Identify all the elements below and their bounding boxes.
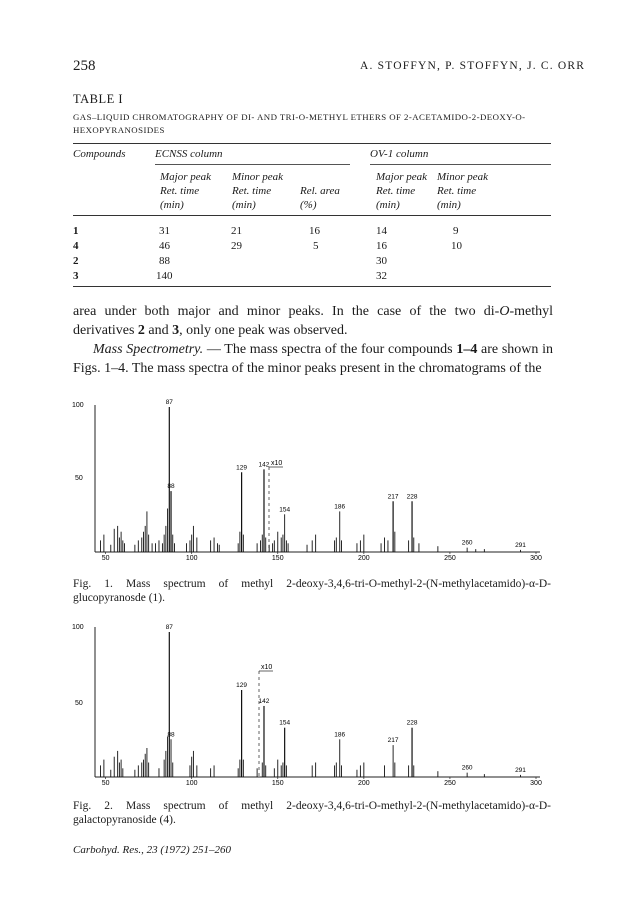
cell-rel-area: 16 — [309, 225, 320, 237]
cell-ecnss-major: 140 — [156, 270, 173, 282]
col-ecnss-header: ECNSS column — [155, 148, 223, 160]
ov-major-header — [376, 170, 427, 212]
table-row — [73, 270, 551, 285]
cell-ov-major: 16 — [376, 240, 387, 252]
x-tick-label-300: 300 — [530, 555, 542, 562]
cell-ov-minor: 9 — [453, 225, 459, 237]
y-tick-label-50: 50 — [75, 700, 83, 707]
cell-ov-major: 30 — [376, 255, 387, 267]
peak-label-88: 88 — [167, 731, 175, 739]
col-ov1-header: OV-1 column — [370, 148, 429, 160]
cell-ecnss-major: 88 — [159, 255, 170, 267]
multiplier-label: x10 — [261, 664, 273, 671]
section-heading-inline: Mass Spectrometry. — [93, 342, 204, 357]
peak-label-186: 186 — [334, 731, 346, 739]
cell-compound: 1 — [73, 225, 79, 237]
cell-compound: 2 — [73, 255, 79, 267]
peak-group — [100, 399, 526, 552]
page-number: 258 — [73, 58, 96, 74]
table-body — [73, 225, 551, 285]
x-tick-label-200: 200 — [357, 780, 370, 787]
cell-compound: 4 — [73, 240, 79, 252]
multiplier-label: x10 — [271, 460, 283, 467]
x-tick-label-200: 200 — [357, 555, 370, 562]
table-row — [73, 225, 551, 240]
text-run-italic: O — [499, 304, 510, 319]
peak-label-217: 217 — [387, 737, 399, 745]
text-run: , only one peak was observed. — [179, 323, 348, 338]
cell-ecnss-minor: 29 — [231, 240, 242, 252]
hdr-line: (min) — [437, 199, 461, 211]
hdr-line: (min) — [232, 199, 256, 211]
compound-ref: 1–4 — [456, 342, 478, 357]
table-row — [73, 255, 551, 270]
peak-label-87: 87 — [165, 399, 173, 406]
text-run: -methyl derivatives — [73, 304, 553, 338]
x-tick-label-50: 50 — [101, 780, 110, 787]
hdr-line: Ret. time — [376, 185, 416, 197]
ecnss-major-header — [160, 170, 211, 212]
x-tick-label-300: 300 — [530, 780, 542, 787]
peak-label-186: 186 — [334, 503, 346, 511]
cell-ecnss-minor: 21 — [231, 225, 242, 237]
hdr-line: Ret. time — [232, 185, 272, 197]
hdr-line: (%) — [300, 199, 317, 211]
figure-1-caption: Fig. 1. Mass spectrum of methyl 2-deoxy-3,4,6-tri-O-methyl-2-(N-methylacetamido)-α-D-glucopyranosde (1). — [73, 578, 551, 604]
ov-minor-header — [437, 170, 488, 212]
table-title: TABLE I — [73, 92, 124, 106]
compound-ref: 2 — [137, 323, 145, 338]
text-run: area under both major and minor peaks. In the case of the two di- — [73, 304, 500, 319]
x-tick-label-250: 250 — [444, 780, 456, 787]
cell-ov-minor: 10 — [451, 240, 462, 252]
cell-compound: 3 — [73, 270, 79, 282]
body-paragraph-1 — [73, 302, 553, 340]
peak-label-129: 129 — [236, 682, 248, 689]
hdr-line: Minor peak — [232, 171, 284, 183]
peak-label-260: 260 — [461, 764, 473, 772]
x-tick-label-150: 150 — [271, 555, 284, 562]
peak-label-154: 154 — [279, 719, 291, 727]
mass-spectrum-figure-2 — [70, 617, 550, 792]
col-compounds-header: Compounds — [73, 148, 126, 160]
ecnss-area-header — [300, 184, 340, 212]
peak-label-88: 88 — [167, 483, 175, 491]
peak-label-87: 87 — [165, 624, 173, 631]
peak-label-129: 129 — [236, 464, 248, 472]
table-bottom-rule — [73, 286, 551, 287]
peak-label-291: 291 — [515, 541, 526, 549]
hdr-line: (min) — [160, 199, 184, 211]
peak-label-142: 142 — [258, 461, 270, 469]
hdr-line: Ret. time — [160, 185, 200, 197]
x-tick-label-100: 100 — [185, 555, 198, 562]
hdr-line: (min) — [376, 199, 400, 211]
compound-ref: 3 — [172, 323, 180, 338]
y-tick-label-100: 100 — [72, 402, 84, 409]
ecnss-minor-header — [232, 170, 283, 212]
peak-label-154: 154 — [279, 506, 291, 514]
table-header-rule — [73, 215, 551, 216]
cell-ecnss-major: 46 — [159, 240, 170, 252]
table-top-rule — [73, 143, 551, 144]
x-tick-label-250: 250 — [444, 555, 456, 562]
y-tick-label-50: 50 — [75, 475, 83, 482]
text-run: are shown in Figs. 1–4. The mass spectra of the minor peaks present in the chromatograms of the — [73, 342, 553, 376]
hdr-line: Minor peak — [437, 171, 489, 183]
x-tick-label-150: 150 — [271, 780, 284, 787]
hdr-line: Ret. time — [437, 185, 477, 197]
figure-2-caption: Fig. 2. Mass spectrum of methyl 2-deoxy-3,4,6-tri-O-methyl-2-(N-methylacetamido)-α-D-galactopyranoside (4). — [73, 800, 551, 826]
cell-ov-major: 32 — [376, 270, 387, 282]
running-head: A. STOFFYN, P. STOFFYN, J. C. ORR — [360, 60, 586, 72]
hdr-line: Rel. area — [300, 185, 340, 197]
cell-ecnss-major: 31 — [159, 225, 170, 237]
ecnss-span-rule — [155, 164, 350, 165]
x-tick-label-100: 100 — [185, 780, 198, 787]
table-row — [73, 240, 551, 255]
hdr-line: Major peak — [160, 171, 212, 183]
ov1-span-rule — [370, 164, 551, 165]
hdr-line: Major peak — [376, 171, 428, 183]
peak-label-228: 228 — [406, 493, 418, 501]
cell-rel-area: 5 — [313, 240, 319, 252]
peak-label-260: 260 — [461, 539, 473, 547]
journal-citation: Carbohyd. Res., 23 (1972) 251–260 — [73, 844, 231, 856]
peak-group — [100, 624, 526, 777]
y-tick-label-100: 100 — [72, 624, 84, 631]
body-paragraph-2 — [73, 340, 553, 378]
table-caption: GAS–LIQUID CHROMATOGRAPHY OF DI- AND TRI-O-METHYL ETHERS OF 2-ACETAMIDO-2-DEOXY-O-HEXOPYRANOSIDES — [73, 112, 526, 135]
peak-label-217: 217 — [387, 493, 399, 501]
peak-label-142: 142 — [258, 697, 270, 705]
text-run: and — [144, 323, 173, 338]
text-run: — The mass spectra of the four compounds — [203, 342, 457, 357]
cell-ov-major: 14 — [376, 225, 387, 237]
mass-spectrum-figure-1 — [70, 395, 550, 570]
peak-label-228: 228 — [406, 719, 418, 727]
peak-label-291: 291 — [515, 766, 526, 774]
x-tick-label-50: 50 — [101, 555, 110, 562]
